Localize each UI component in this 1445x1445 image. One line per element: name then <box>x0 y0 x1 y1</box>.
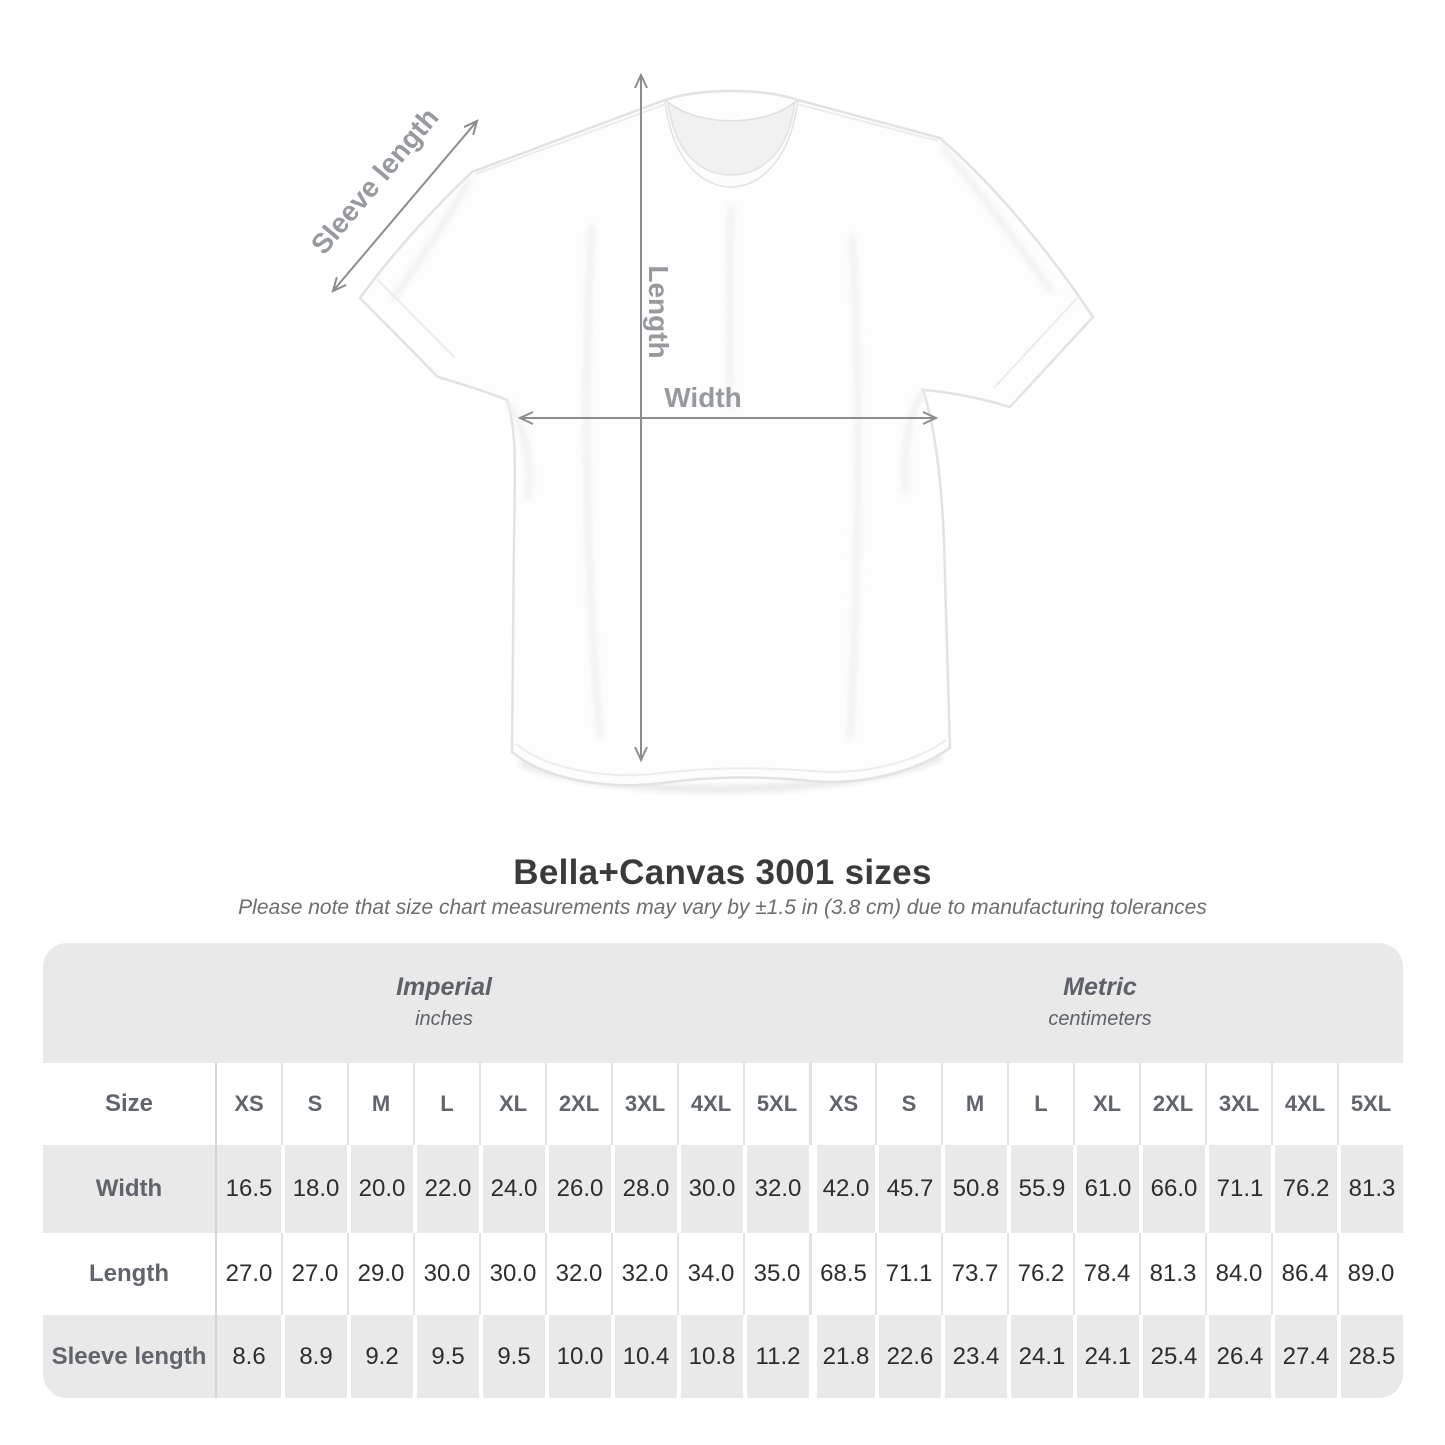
cell-length-imperial-xl: 30.0 <box>479 1233 545 1315</box>
cell-length-imperial-4xl: 34.0 <box>677 1233 743 1315</box>
imperial-group-header <box>396 969 492 1033</box>
cell-length-metric-s: 71.1 <box>875 1233 941 1315</box>
size-grid <box>43 1063 1403 1398</box>
metric-label: Metric <box>1063 973 1137 1001</box>
size-col-imperial-xl: XL <box>479 1063 545 1145</box>
cell-sleeve-length-metric-xl: 24.1 <box>1073 1315 1139 1398</box>
cell-length-metric-3xl: 84.0 <box>1205 1233 1271 1315</box>
cell-sleeve-length-metric-2xl: 25.4 <box>1139 1315 1205 1398</box>
length-label: Length <box>643 265 674 359</box>
cell-length-metric-l: 76.2 <box>1007 1233 1073 1315</box>
cell-width-metric-2xl: 66.0 <box>1139 1145 1205 1233</box>
cell-length-imperial-m: 29.0 <box>347 1233 413 1315</box>
size-col-imperial-xs: XS <box>215 1063 281 1145</box>
cell-length-metric-4xl: 86.4 <box>1271 1233 1337 1315</box>
cell-width-metric-l: 55.9 <box>1007 1145 1073 1233</box>
sleeve-length-label: Sleeve length <box>304 101 445 260</box>
cell-length-metric-m: 73.7 <box>941 1233 1007 1315</box>
cell-width-metric-m: 50.8 <box>941 1145 1007 1233</box>
unit-group-header-band <box>43 943 1403 1063</box>
cell-sleeve-length-metric-3xl: 26.4 <box>1205 1315 1271 1398</box>
cell-sleeve-length-metric-4xl: 27.4 <box>1271 1315 1337 1398</box>
cell-width-metric-xl: 61.0 <box>1073 1145 1139 1233</box>
cell-sleeve-length-imperial-2xl: 10.0 <box>545 1315 611 1398</box>
cell-length-metric-5xl: 89.0 <box>1337 1233 1403 1315</box>
cell-width-metric-3xl: 71.1 <box>1205 1145 1271 1233</box>
size-col-metric-xl: XL <box>1073 1063 1139 1145</box>
cell-width-imperial-l: 22.0 <box>413 1145 479 1233</box>
cell-sleeve-length-imperial-l: 9.5 <box>413 1315 479 1398</box>
size-col-metric-4xl: 4XL <box>1271 1063 1337 1145</box>
size-tolerance-note: Please note that size chart measurements may vary by ±1.5 in (3.8 cm) due to manufacturing tolerances <box>238 896 1207 919</box>
imperial-label: Imperial <box>396 973 492 1001</box>
cell-width-metric-xs: 42.0 <box>809 1145 875 1233</box>
cell-sleeve-length-imperial-xl: 9.5 <box>479 1315 545 1398</box>
size-chart-table <box>43 943 1403 1398</box>
cell-width-metric-5xl: 81.3 <box>1337 1145 1403 1233</box>
cell-length-imperial-l: 30.0 <box>413 1233 479 1315</box>
size-col-imperial-5xl: 5XL <box>743 1063 809 1145</box>
cell-sleeve-length-metric-5xl: 28.5 <box>1337 1315 1403 1398</box>
cell-sleeve-length-imperial-5xl: 11.2 <box>743 1315 809 1398</box>
cell-width-imperial-5xl: 32.0 <box>743 1145 809 1233</box>
row-label-sleeve-length: Sleeve length <box>43 1315 215 1398</box>
tshirt-graphic <box>360 91 1093 789</box>
cell-length-metric-xs: 68.5 <box>809 1233 875 1315</box>
metric-group-header <box>1048 969 1151 1033</box>
cell-width-imperial-xs: 16.5 <box>215 1145 281 1233</box>
cell-sleeve-length-metric-l: 24.1 <box>1007 1315 1073 1398</box>
cell-width-imperial-2xl: 26.0 <box>545 1145 611 1233</box>
size-col-imperial-2xl: 2XL <box>545 1063 611 1145</box>
cell-width-imperial-3xl: 28.0 <box>611 1145 677 1233</box>
cell-width-imperial-4xl: 30.0 <box>677 1145 743 1233</box>
cell-width-metric-4xl: 76.2 <box>1271 1145 1337 1233</box>
cell-sleeve-length-imperial-s: 8.9 <box>281 1315 347 1398</box>
size-col-metric-xs: XS <box>809 1063 875 1145</box>
cell-length-imperial-2xl: 32.0 <box>545 1233 611 1315</box>
size-col-metric-3xl: 3XL <box>1205 1063 1271 1145</box>
cell-width-imperial-m: 20.0 <box>347 1145 413 1233</box>
cell-sleeve-length-imperial-m: 9.2 <box>347 1315 413 1398</box>
cell-sleeve-length-imperial-3xl: 10.4 <box>611 1315 677 1398</box>
cell-length-imperial-5xl: 35.0 <box>743 1233 809 1315</box>
size-col-metric-l: L <box>1007 1063 1073 1145</box>
cell-width-imperial-xl: 24.0 <box>479 1145 545 1233</box>
size-col-imperial-3xl: 3XL <box>611 1063 677 1145</box>
cell-sleeve-length-metric-s: 22.6 <box>875 1315 941 1398</box>
size-column-header: Size <box>43 1063 215 1145</box>
cell-width-imperial-s: 18.0 <box>281 1145 347 1233</box>
cell-sleeve-length-imperial-4xl: 10.8 <box>677 1315 743 1398</box>
size-col-imperial-s: S <box>281 1063 347 1145</box>
cell-length-imperial-xs: 27.0 <box>215 1233 281 1315</box>
cell-sleeve-length-metric-m: 23.4 <box>941 1315 1007 1398</box>
cell-length-metric-2xl: 81.3 <box>1139 1233 1205 1315</box>
metric-unit-label: centimeters <box>1048 1008 1152 1030</box>
cell-length-imperial-3xl: 32.0 <box>611 1233 677 1315</box>
width-label: Width <box>664 382 742 413</box>
cell-length-metric-xl: 78.4 <box>1073 1233 1139 1315</box>
size-col-metric-2xl: 2XL <box>1139 1063 1205 1145</box>
row-label-width: Width <box>43 1145 215 1233</box>
page-title: Bella+Canvas 3001 sizes <box>513 853 932 892</box>
size-col-metric-5xl: 5XL <box>1337 1063 1403 1145</box>
cell-sleeve-length-imperial-xs: 8.6 <box>215 1315 281 1398</box>
size-col-metric-s: S <box>875 1063 941 1145</box>
cell-length-imperial-s: 27.0 <box>281 1233 347 1315</box>
imperial-unit-label: inches <box>415 1008 473 1030</box>
size-col-imperial-l: L <box>413 1063 479 1145</box>
cell-width-metric-s: 45.7 <box>875 1145 941 1233</box>
size-col-imperial-4xl: 4XL <box>677 1063 743 1145</box>
size-col-metric-m: M <box>941 1063 1007 1145</box>
size-col-imperial-m: M <box>347 1063 413 1145</box>
cell-sleeve-length-metric-xs: 21.8 <box>809 1315 875 1398</box>
row-label-length: Length <box>43 1233 215 1315</box>
